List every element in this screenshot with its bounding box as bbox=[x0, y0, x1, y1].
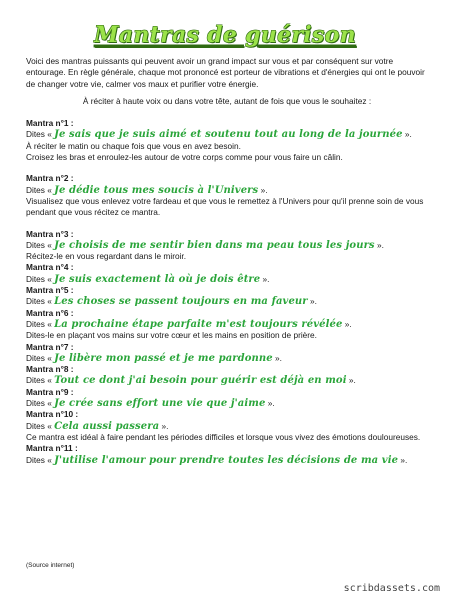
mantra-quote: J'utilise l'amour pour prendre toutes les décisions de ma vie bbox=[54, 454, 399, 466]
mantra-note: Visualisez que vous enlevez votre fardeau et que vous le remettez à l'Univers pour qu'il prenne soin de vous pendant que vous récitez ce mantra. bbox=[26, 195, 424, 218]
mantra-heading: Mantra n°11 : bbox=[26, 443, 78, 454]
mantra-line bbox=[26, 129, 428, 140]
document-body bbox=[26, 56, 428, 466]
mantra-heading: Mantra n°8 : bbox=[26, 364, 74, 375]
mantra-quote: Les choses se passent toujours en ma faveur bbox=[54, 296, 308, 308]
mantra-note: Récitez-le en vous regardant dans le miroir. bbox=[26, 251, 187, 262]
say-suffix: ». bbox=[374, 239, 384, 250]
say-prefix: Dites « bbox=[26, 352, 55, 363]
mantra-block-3 bbox=[26, 229, 428, 263]
mantra-note: Dites-le en plaçant vos mains sur votre cœur et les mains en position de prière. bbox=[26, 330, 317, 341]
source-note: (Source internet) bbox=[26, 562, 75, 569]
mantra-heading: Mantra n°10 : bbox=[26, 409, 79, 420]
say-suffix: ». bbox=[159, 420, 169, 431]
mantra-heading: Mantra n°3 : bbox=[26, 228, 74, 239]
say-prefix: Dites « bbox=[26, 454, 55, 465]
mantra-heading: Mantra n°4 : bbox=[26, 262, 74, 273]
mantra-block-10 bbox=[26, 409, 428, 443]
mantra-block-11 bbox=[26, 443, 428, 466]
mantra-block-6 bbox=[26, 308, 428, 342]
mantra-quote: Je sais que je suis aimé et soutenu tout au long de la journée bbox=[54, 129, 403, 141]
mantra-line bbox=[26, 375, 428, 386]
mantra-heading: Mantra n°2 : bbox=[26, 173, 74, 184]
mantra-note: Croisez les bras et enroulez-les autour de votre corps comme pour vous faire un câlin. bbox=[26, 152, 343, 163]
say-prefix: Dites « bbox=[26, 129, 55, 140]
mantra-line bbox=[26, 398, 428, 409]
say-prefix: Dites « bbox=[26, 273, 55, 284]
say-suffix: ». bbox=[307, 296, 317, 307]
mantra-block-4 bbox=[26, 262, 428, 285]
mantra-quote: Je libère mon passé et je me pardonne bbox=[54, 352, 273, 364]
mantra-line bbox=[26, 455, 428, 466]
mantra-list bbox=[26, 118, 428, 466]
say-suffix: ». bbox=[402, 129, 412, 140]
mantra-note: À réciter le matin ou chaque fois que vous en avez besoin. bbox=[26, 140, 241, 151]
mantra-line bbox=[26, 353, 428, 364]
mantra-block-8 bbox=[26, 364, 428, 387]
say-prefix: Dites « bbox=[26, 420, 55, 431]
say-suffix: ». bbox=[258, 184, 268, 195]
mantra-line bbox=[26, 274, 428, 285]
mantra-heading: Mantra n°7 : bbox=[26, 341, 74, 352]
mantra-heading: Mantra n°9 : bbox=[26, 386, 74, 397]
mantra-quote: Je suis exactement là où je dois être bbox=[54, 273, 261, 285]
say-suffix: ». bbox=[272, 352, 282, 363]
say-prefix: Dites « bbox=[26, 398, 55, 409]
mantra-note: Ce mantra est idéal à faire pendant les périodes difficiles et lorsque vous vivez des émotions douloureuses. bbox=[26, 431, 421, 442]
say-suffix: ». bbox=[342, 318, 352, 329]
mantra-line bbox=[26, 296, 428, 307]
say-suffix: ». bbox=[398, 454, 408, 465]
page-title: Mantras de guérison bbox=[94, 22, 356, 48]
mantra-quote: Je dédie tous mes soucis à l'Univers bbox=[54, 184, 259, 196]
say-prefix: Dites « bbox=[26, 375, 55, 386]
mantra-quote: Je choisis de me sentir bien dans ma peau tous les jours bbox=[54, 239, 375, 251]
intro-paragraph: Voici des mantras puissants qui peuvent avoir un grand impact sur vous et par conséquent sur votre entourage. En règle générale, chaque mot prononcé est porteur de vibrations et d'énergies qui ont le pouvoir de changer votre vie, calmer vos maux et purifier votre énergie. bbox=[26, 56, 425, 89]
mantra-block-5 bbox=[26, 285, 428, 308]
mantra-block-9 bbox=[26, 387, 428, 410]
mantra-line bbox=[26, 421, 428, 432]
instruction-line: À réciter à haute voix ou dans votre tête, autant de fois que vous le souhaitez : bbox=[82, 95, 372, 106]
say-prefix: Dites « bbox=[26, 296, 55, 307]
mantra-quote: Cela aussi passera bbox=[54, 420, 160, 432]
say-prefix: Dites « bbox=[26, 318, 55, 329]
mantra-line bbox=[26, 240, 428, 251]
mantra-block-2 bbox=[26, 173, 428, 218]
say-prefix: Dites « bbox=[26, 184, 55, 195]
mantra-heading: Mantra n°5 : bbox=[26, 285, 74, 296]
mantra-line bbox=[26, 185, 428, 196]
mantra-quote: La prochaine étape parfaite m'est toujours révélée bbox=[54, 318, 343, 330]
say-suffix: ». bbox=[265, 398, 275, 409]
mantra-block-1 bbox=[26, 118, 428, 163]
mantra-quote: Je crée sans effort une vie que j'aime bbox=[54, 398, 266, 410]
mantra-quote: Tout ce dont j'ai besoin pour guérir est déjà en moi bbox=[54, 375, 347, 387]
mantra-line bbox=[26, 319, 428, 330]
say-prefix: Dites « bbox=[26, 239, 55, 250]
mantra-heading: Mantra n°1 : bbox=[26, 118, 74, 129]
watermark: scribdassets.com bbox=[343, 583, 440, 594]
say-suffix: ». bbox=[260, 273, 270, 284]
mantra-heading: Mantra n°6 : bbox=[26, 307, 74, 318]
mantra-block-7 bbox=[26, 342, 428, 365]
say-suffix: ». bbox=[346, 375, 356, 386]
